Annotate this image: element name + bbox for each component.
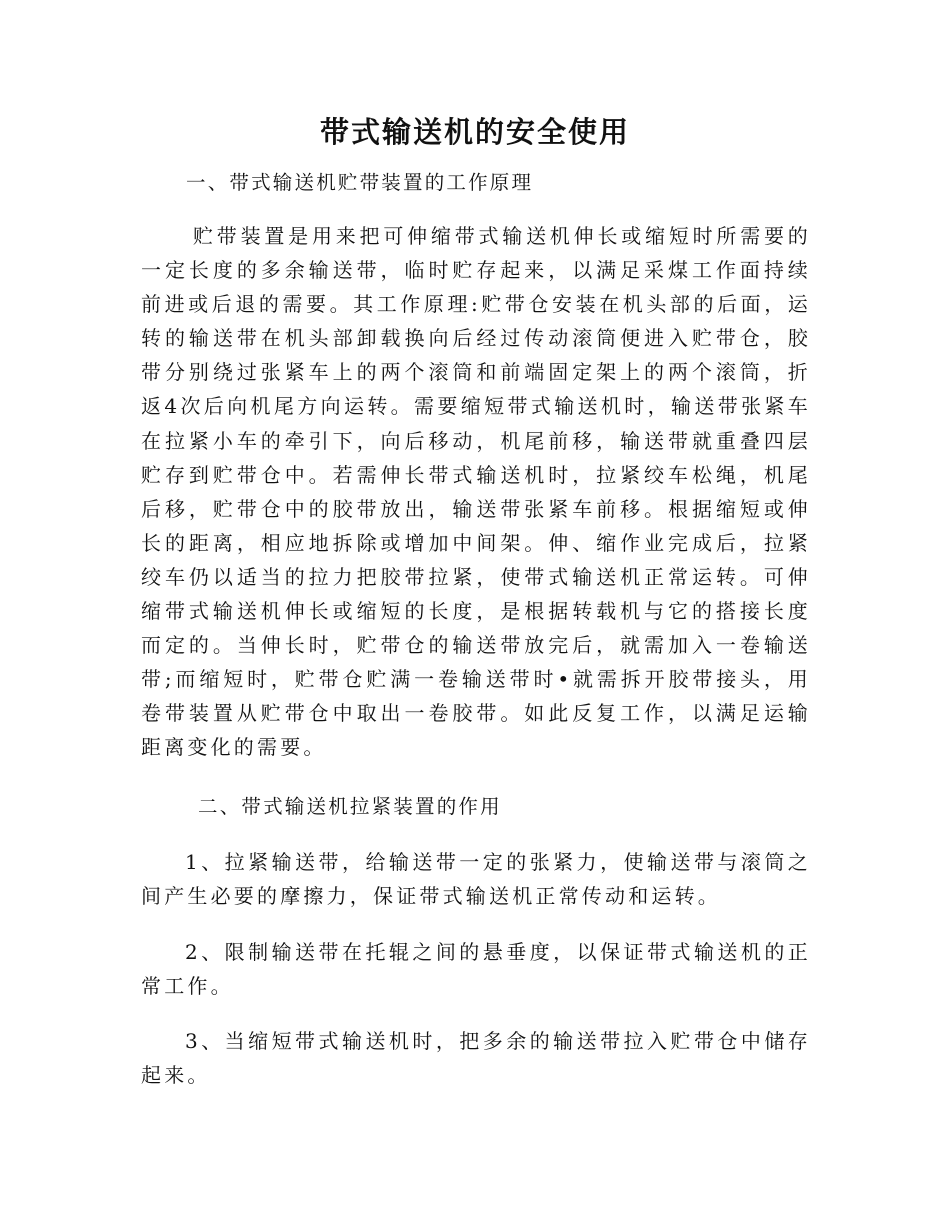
section-2-item-2: 2、限制输送带在托辊之间的悬垂度，以保证带式输送机的正常工作。 [141,940,811,999]
section-1-heading: 一、带式输送机贮带装置的工作原理 [186,171,534,194]
document-title: 带式输送机的安全使用 [319,115,630,149]
section-2-item-3: 3、当缩短带式输送机时，把多余的输送带拉入贮带仓中储存起来。 [141,1029,811,1088]
section-2-heading: 二、带式输送机拉紧装置的作用 [198,795,502,818]
section-2-item-1: 1、拉紧输送带，给输送带一定的张紧力，使输送带与滚筒之间产生必要的摩擦力，保证带式输送机正常传动和运转。 [141,850,811,909]
section-1-paragraph: 贮带装置是用来把可伸缩带式输送机伸长或缩短时所需要的一定长度的多余输送带，临时贮存起来，以满足采煤工作面持续前进或后退的需要。其工作原理:贮带仓安装在机头部的后面，运转的输送带在机头部卸载换向后经过传动滚筒便进入贮带仓，胶带分别绕过张紧车上的两个滚筒和前端固定架上的两个滚筒，折返4次后向机尾方向运转。需要缩短带式输送机时，输送带张紧车在拉紧小车的牵引下，向后移动，机尾前移，输送带就重叠四层贮存到贮带仓中。若需伸长带式输送机时，拉紧绞车松绳，机尾后移，贮带仓中的胶带放出，输送带张紧车前移。根据缩短或伸长的距离，相应地拆除或增加中间架。伸、缩作业完成后，拉紧绞车仍以适当的拉力把胶带拉紧，使带式输送机正常运转。可伸缩带式输送机伸长或缩短的长度，是根据转载机与它的搭接长度而定的。当伸长时，贮带仓的输送带放完后，就需加入一卷输送带;而缩短时，贮带仓贮满一卷输送带时•就需拆开胶带接头，用卷带装置从贮带仓中取出一卷胶带。如此反复工作，以满足运输距离变化的需要。 [141,224,811,760]
